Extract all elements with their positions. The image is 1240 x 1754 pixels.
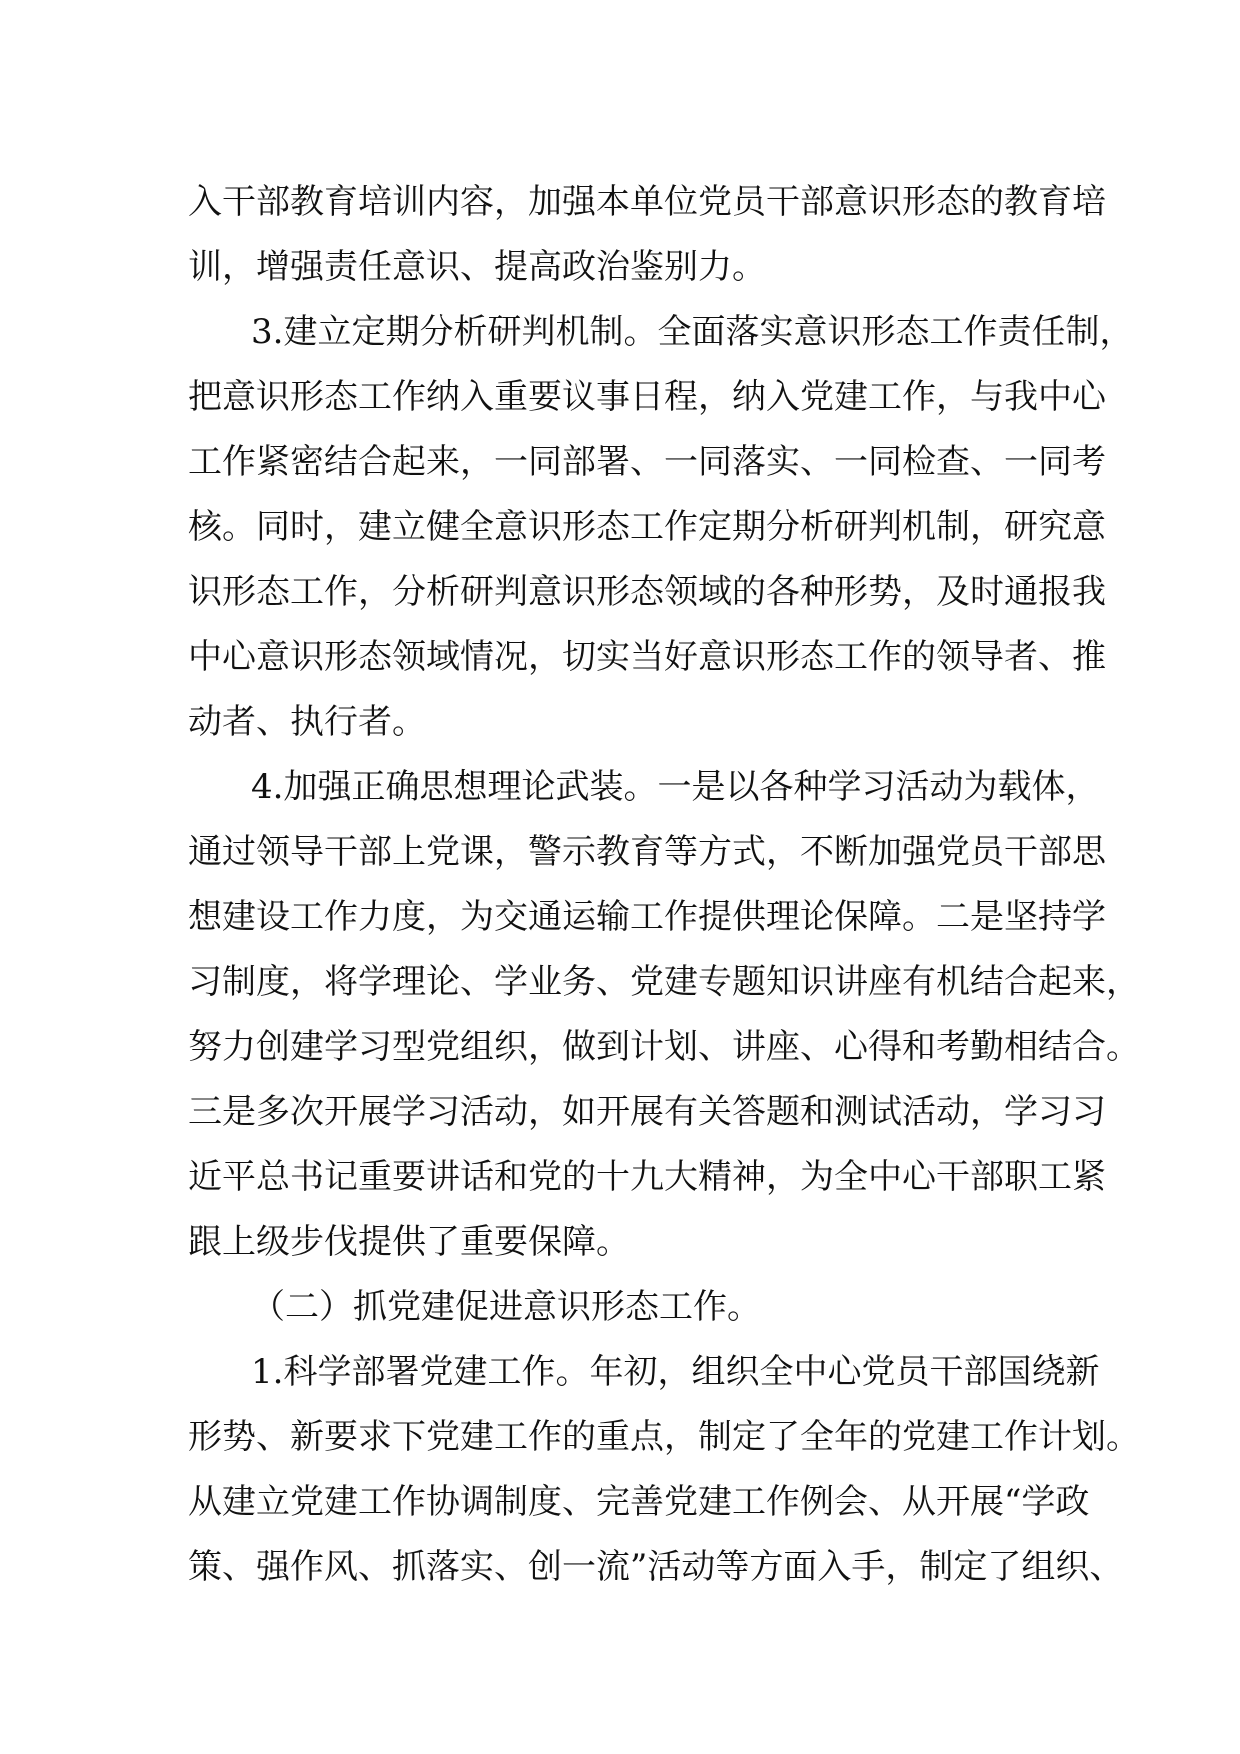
document-body bbox=[188, 170, 1140, 1600]
section-heading: （二）抓党建促进意识形态工作。 bbox=[251, 1287, 761, 1327]
text-line: 入干部教育培训内容，加强本单位党员干部意识形态的教育培 bbox=[188, 182, 1106, 222]
text-line: 三是多次开展学习活动，如开展有关答题和测试活动，学习习 bbox=[188, 1092, 1106, 1132]
paragraph-start-line: 4.加强正确思想理论武装。一是以各种学习活动为载体， bbox=[251, 767, 1100, 807]
text-line: 跟上级步伐提供了重要保障。 bbox=[188, 1222, 630, 1262]
text-line: 核。同时，建立健全意识形态工作定期分析研判机制，研究意 bbox=[188, 507, 1106, 547]
text-line: 形势、新要求下党建工作的重点，制定了全年的党建工作计划。 bbox=[188, 1417, 1140, 1457]
text-line: 中心意识形态领域情况，切实当好意识形态工作的领导者、推 bbox=[188, 637, 1106, 677]
text-line: 训，增强责任意识、提高政治鉴别力。 bbox=[188, 247, 766, 287]
text-line: 努力创建学习型党组织，做到计划、讲座、心得和考勤相结合。 bbox=[188, 1027, 1140, 1067]
paragraph-start-line: 3.建立定期分析研判机制。全面落实意识形态工作责任制， bbox=[251, 312, 1134, 352]
text-line: 想建设工作力度，为交通运输工作提供理论保障。二是坚持学 bbox=[188, 897, 1106, 937]
text-line: 策、强作风、抓落实、创一流”活动等方面入手，制定了组织、 bbox=[188, 1547, 1124, 1587]
text-line: 习制度，将学理论、学业务、党建专题知识讲座有机结合起来， bbox=[188, 962, 1140, 1002]
text-line: 从建立党建工作协调制度、完善党建工作例会、从开展“学政 bbox=[188, 1482, 1090, 1522]
text-line: 识形态工作，分析研判意识形态领域的各种形势，及时通报我 bbox=[188, 572, 1106, 612]
text-line: 动者、执行者。 bbox=[188, 702, 426, 742]
text-line: 工作紧密结合起来，一同部署、一同落实、一同检查、一同考 bbox=[188, 442, 1106, 482]
text-line: 把意识形态工作纳入重要议事日程，纳入党建工作，与我中心 bbox=[188, 377, 1106, 417]
text-line: 近平总书记重要讲话和党的十九大精神，为全中心干部职工紧 bbox=[188, 1157, 1106, 1197]
text-line: 通过领导干部上党课，警示教育等方式，不断加强党员干部思 bbox=[188, 832, 1106, 872]
paragraph-start-line: 1.科学部署党建工作。年初，组织全中心党员干部国绕新 bbox=[251, 1352, 1100, 1392]
